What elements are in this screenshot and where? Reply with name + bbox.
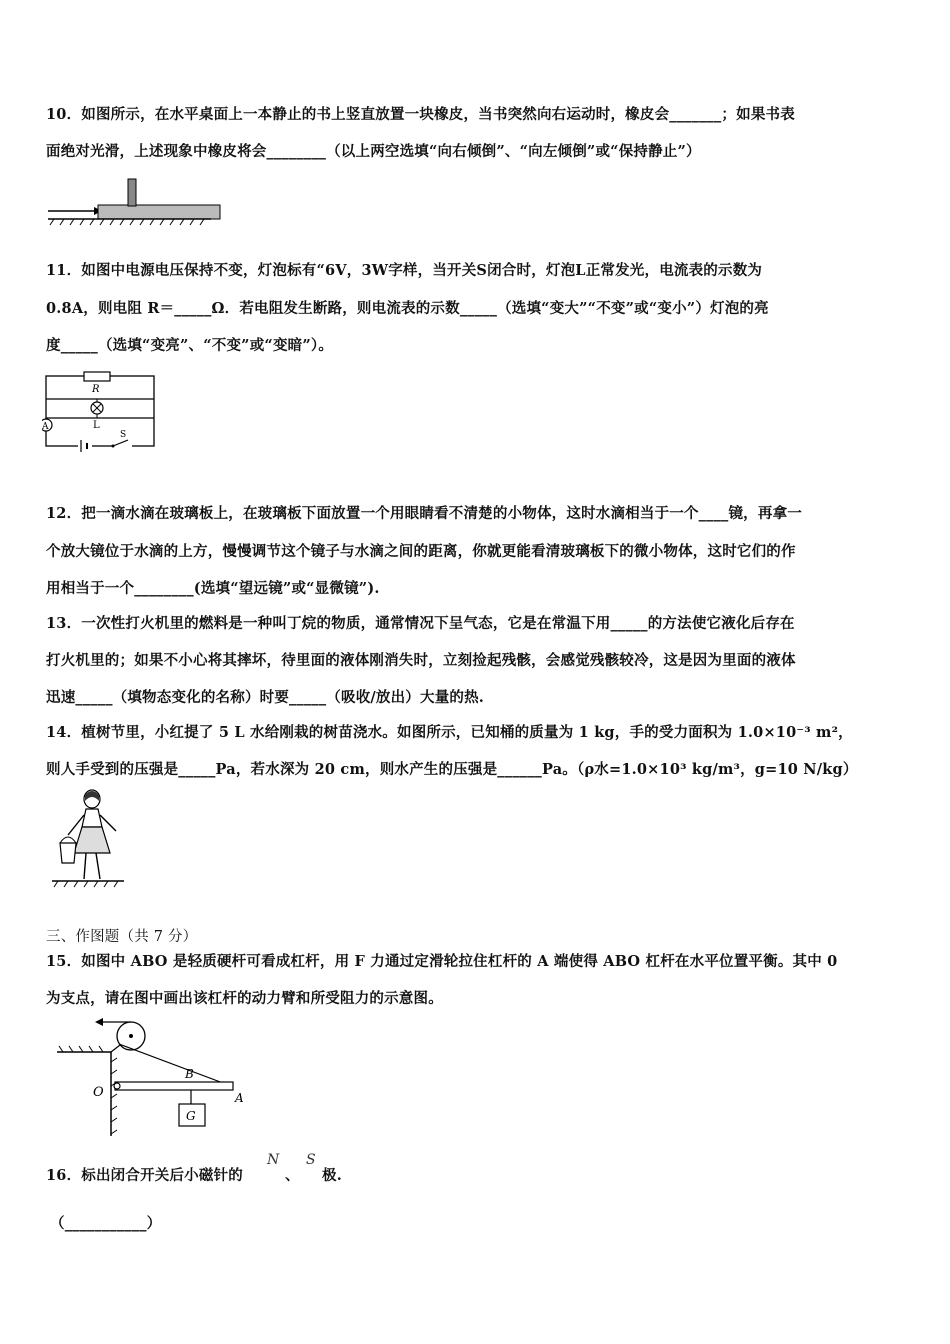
q12-line1: 12．把一滴水滴在玻璃板上，在玻璃板下面放置一个用眼睛看不清楚的小物体，这时水滴相当于一个____镜，再拿一 xyxy=(46,505,802,522)
lever-bar xyxy=(115,1082,233,1090)
girl-leg-right xyxy=(96,853,100,879)
q16-text-b: 极. xyxy=(322,1167,342,1184)
q16-separator: 、 xyxy=(285,1167,300,1184)
pivot-icon xyxy=(114,1083,120,1089)
q13-line1: 13．一次性打火机里的燃料是一种叫丁烷的物质，通常情况下呈气态，它是在常温下用_____的方法使它液化后存在 xyxy=(46,615,795,632)
rope-to-a xyxy=(119,1044,231,1086)
table-hatching xyxy=(50,219,204,225)
label-a: A xyxy=(235,1091,244,1105)
switch-label: S xyxy=(120,430,127,440)
q11-circuit-figure xyxy=(42,370,162,455)
q11-line3: 度_____（选填“变亮”、“不变”或“变暗”）。 xyxy=(46,337,334,354)
section-title: 三、作图题（共 7 分） xyxy=(46,929,198,945)
q14-line2: 则人手受到的压强是_____Pa，若水深为 20 cm，则水产生的压强是______Pa。（ρ水=1.0×10³ kg/m³，g=10 N/kg） xyxy=(46,761,858,778)
q10-line2: 面绝对光滑，上述现象中橡皮将会________（以上两空选填“向右倾倒”、“向左倾倒”或“保持静止”） xyxy=(46,143,701,160)
girl-leg-left xyxy=(84,853,86,879)
label-g: G xyxy=(186,1109,196,1123)
q12-line3: 用相当于一个________(选填“望远镜”或“显微镜”). xyxy=(46,580,380,597)
q11-line1: 11．如图中电源电压保持不变，灯泡标有“6V，3W字样，当开关S闭合时，灯泡L正常发光，电流表的示数为 xyxy=(46,262,763,279)
girl-skirt xyxy=(74,827,110,853)
q10-book-eraser-figure xyxy=(46,175,221,230)
q15-lever-figure xyxy=(55,1018,255,1143)
bucket-handle xyxy=(60,837,76,843)
ground-hatching xyxy=(54,881,118,887)
girl-torso xyxy=(82,809,102,827)
q10-line1: 10．如图所示，在水平桌面上一本静止的书上竖直放置一块橡皮，当书突然向右运动时，橡皮会_______；如果书表 xyxy=(46,106,795,123)
q11-line2: 0.8A，则电阻 R＝_____Ω．若电阻发生断路，则电流表的示数_____（选填“变大”“不变”或“变小”）灯泡的亮 xyxy=(46,300,769,317)
q13-line2: 打火机里的；如果不小心将其摔坏，待里面的液体刚消失时，立刻捡起残骸，会感觉残骸较冷，这是因为里面的液体 xyxy=(46,652,796,669)
eraser xyxy=(128,179,136,206)
q16-answer-blank: （___________） xyxy=(50,1215,162,1232)
bucket-icon xyxy=(60,843,76,863)
label-o: O xyxy=(93,1085,104,1100)
q16-text-a: 16．标出闭合开关后小磁针的 xyxy=(46,1167,243,1184)
force-arrow-icon xyxy=(95,1018,103,1026)
book xyxy=(98,205,220,219)
q16-s-label: S xyxy=(306,1152,316,1168)
q15-line2: 为支点，请在图中画出该杠杆的动力臂和所受阻力的示意图。 xyxy=(46,990,443,1007)
q16-n-label: N xyxy=(267,1152,280,1168)
q15-line1: 15．如图中 ABO 是轻质硬杆可看成杠杆，用 F 力通过定滑轮拉住杠杆的 A 端使得 ABO 杠杆在水平位置平衡。其中 0 xyxy=(46,953,838,970)
lamp-label: L xyxy=(93,420,100,431)
label-b: B xyxy=(185,1067,194,1081)
q13-line3: 迅速_____（填物态变化的名称）时要_____（吸收/放出）大量的热. xyxy=(46,689,485,706)
q14-girl-bucket-figure xyxy=(50,787,130,897)
ammeter-label: A xyxy=(42,422,49,432)
q12-line2: 个放大镜位于水滴的上方，慢慢调节这个镜子与水滴之间的距离，你就更能看清玻璃板下的微小物体，这时它们的作 xyxy=(46,543,796,560)
resistor-label: R xyxy=(92,384,100,395)
resistor-icon xyxy=(84,372,110,381)
q14-line1: 14．植树节里，小红提了 5 L 水给刚栽的树苗浇水。如图所示，已知桶的质量为 1 kg，手的受力面积为 1.0×10⁻³ m²， xyxy=(46,724,853,741)
